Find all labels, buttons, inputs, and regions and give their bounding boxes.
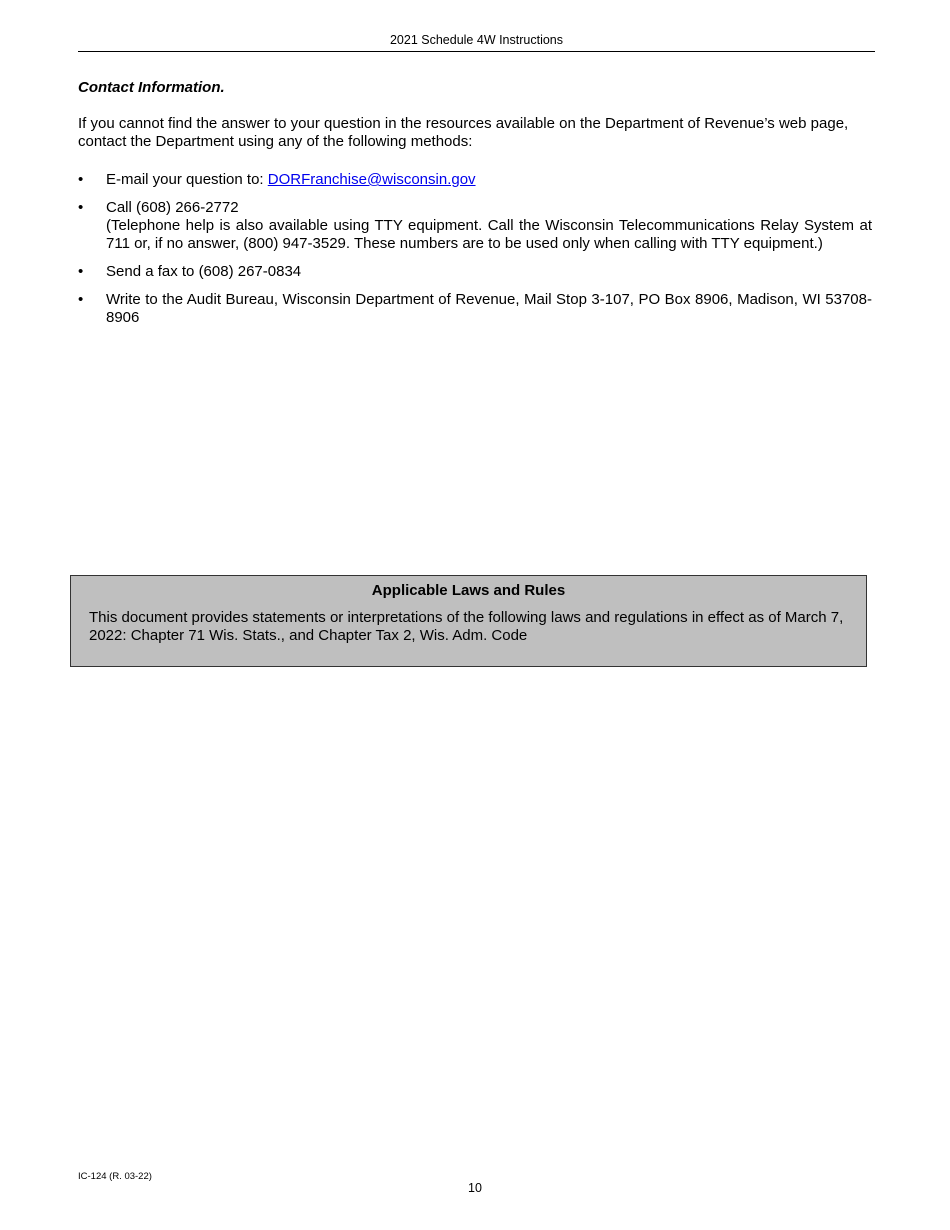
intro-paragraph: If you cannot find the answer to your question in the resources available on the Department of Revenue’s web page, contact the Department using any of the following methods:: [78, 115, 849, 150]
page-number: 10: [468, 1181, 482, 1195]
bullet-icon: •: [78, 199, 84, 216]
contact-methods-list: [78, 171, 872, 337]
form-id: IC-124 (R. 03-22): [78, 1171, 152, 1182]
tty-note: (Telephone help is also available using TTY equipment. Call the Wisconsin Telecommunications Relay System at 711 or, if no answer, (800) 947-3529. These numbers are to be used only when calling with TTY equipment.): [106, 217, 872, 252]
list-item-mail: [78, 291, 872, 327]
running-header: 2021 Schedule 4W Instructions: [389, 33, 564, 47]
applicable-laws-box: [70, 575, 867, 667]
list-item-fax: [78, 263, 872, 281]
call-line: Call (608) 266-2772: [106, 199, 239, 216]
bullet-icon: •: [78, 263, 84, 280]
email-link[interactable]: DORFranchise@wisconsin.gov: [267, 171, 476, 188]
laws-box-title: Applicable Laws and Rules: [371, 582, 566, 599]
header-rule: [78, 51, 875, 52]
list-item-email: [78, 171, 872, 189]
section-heading: Contact Information.: [78, 79, 225, 96]
mail-line: Write to the Audit Bureau, Wisconsin Department of Revenue, Mail Stop 3-107, PO Box 8906, Madison, WI 53708-8906: [106, 291, 872, 326]
list-item-call: [78, 199, 872, 253]
fax-line: Send a fax to (608) 267-0834: [106, 263, 302, 280]
laws-box-body: This document provides statements or interpretations of the following laws and regulations in effect as of March 7, 2022: Chapter 71 Wis. Stats., and Chapter Tax 2, Wis. Adm. Code: [89, 609, 844, 644]
bullet-icon: •: [78, 171, 84, 188]
bullet-icon: •: [78, 291, 84, 308]
email-prefix: E-mail your question to:: [106, 171, 268, 188]
